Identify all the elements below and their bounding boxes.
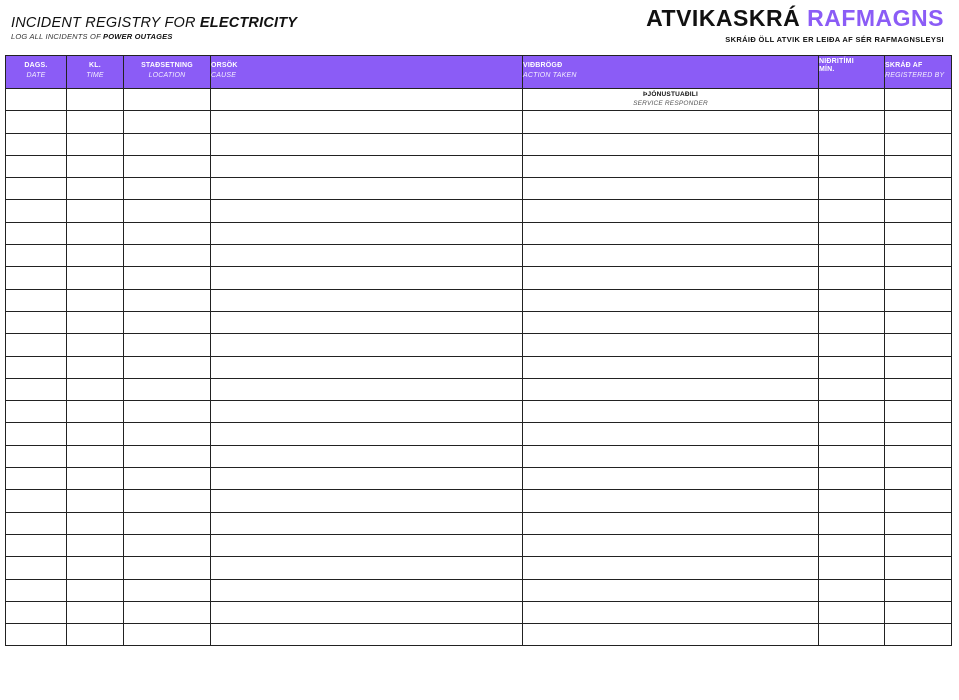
column-header-date: [6, 56, 67, 89]
english-title-prefix: INCIDENT REGISTRY FOR: [11, 15, 196, 31]
table-row: [6, 490, 952, 512]
cell-action[interactable]: [523, 133, 819, 155]
cell-time[interactable]: [67, 200, 124, 222]
cell-date[interactable]: [6, 356, 67, 378]
cell-downtime[interactable]: [819, 245, 885, 267]
cell-cause[interactable]: [211, 601, 523, 623]
cell-time[interactable]: [67, 490, 124, 512]
table-row: [6, 200, 952, 222]
cell-location[interactable]: [124, 267, 211, 289]
column-header-sublabel: DATE: [26, 72, 46, 79]
cell-date[interactable]: [6, 557, 67, 579]
cell-registered-by[interactable]: [885, 624, 952, 646]
cell-registered-by[interactable]: [885, 356, 952, 378]
cell-registered-by[interactable]: [885, 267, 952, 289]
cell-downtime[interactable]: [819, 423, 885, 445]
cell-action[interactable]: [523, 512, 819, 534]
cell-downtime[interactable]: [819, 289, 885, 311]
cell-cause[interactable]: [211, 289, 523, 311]
column-header-sublabel: LOCATION: [148, 72, 186, 79]
table-row: [6, 356, 952, 378]
cell-location[interactable]: [124, 445, 211, 467]
cell-time[interactable]: [67, 579, 124, 601]
cell-date[interactable]: [6, 624, 67, 646]
table-header-row: [6, 56, 952, 89]
cell-registered-by[interactable]: [885, 222, 952, 244]
cell-cause[interactable]: [211, 178, 523, 200]
cell-downtime[interactable]: [819, 490, 885, 512]
table-body: [6, 89, 952, 646]
service-responder-sublabel: SERVICE RESPONDER: [633, 100, 708, 107]
header-right: [646, 5, 944, 44]
cell-action[interactable]: [523, 624, 819, 646]
cell-location[interactable]: [124, 111, 211, 133]
cell-downtime[interactable]: [819, 624, 885, 646]
cell-action[interactable]: [523, 89, 819, 111]
cell-registered-by[interactable]: [885, 311, 952, 333]
cell-time[interactable]: [67, 289, 124, 311]
english-title: [11, 15, 297, 31]
cell-action[interactable]: [523, 245, 819, 267]
cell-location[interactable]: [124, 133, 211, 155]
cell-location[interactable]: [124, 601, 211, 623]
service-responder-label: ÞJÓNUSTUAÐILI: [643, 91, 698, 98]
cell-registered-by[interactable]: [885, 89, 952, 111]
column-header-location: [124, 56, 211, 89]
cell-downtime[interactable]: [819, 267, 885, 289]
cell-action[interactable]: [523, 334, 819, 356]
cell-location[interactable]: [124, 579, 211, 601]
icelandic-subtitle: SKRÁIÐ ÖLL ATVIK ER LEIÐA AF SÉR RAFMAGNSLEYSI: [725, 35, 944, 44]
table-row: [6, 334, 952, 356]
english-subtitle-bold: POWER OUTAGES: [103, 32, 173, 41]
cell-time[interactable]: [67, 245, 124, 267]
table-row: [6, 245, 952, 267]
cell-cause[interactable]: [211, 468, 523, 490]
cell-date[interactable]: [6, 111, 67, 133]
cell-cause[interactable]: [211, 245, 523, 267]
cell-registered-by[interactable]: [885, 289, 952, 311]
column-header-label: SKRÁÐ AF: [885, 62, 923, 69]
cell-registered-by[interactable]: [885, 133, 952, 155]
english-title-bold: ELECTRICITY: [199, 15, 298, 31]
cell-location[interactable]: [124, 490, 211, 512]
cell-registered-by[interactable]: [885, 445, 952, 467]
cell-registered-by[interactable]: [885, 490, 952, 512]
cell-time[interactable]: [67, 89, 124, 111]
cell-location[interactable]: [124, 311, 211, 333]
cell-location[interactable]: [124, 423, 211, 445]
column-header-label: STAÐSETNING: [141, 62, 193, 69]
cell-location[interactable]: [124, 155, 211, 177]
cell-location[interactable]: [124, 222, 211, 244]
english-subtitle-prefix: LOG ALL INCIDENTS OF: [11, 32, 101, 41]
cell-cause[interactable]: [211, 222, 523, 244]
cell-location[interactable]: [124, 378, 211, 400]
cell-time[interactable]: [67, 267, 124, 289]
cell-date[interactable]: [6, 601, 67, 623]
icelandic-title-main: ATVIKASKRÁ: [646, 5, 801, 31]
cell-cause[interactable]: [211, 624, 523, 646]
cell-action[interactable]: [523, 356, 819, 378]
column-header-action: [523, 56, 819, 89]
table-row: [6, 289, 952, 311]
cell-date[interactable]: [6, 89, 67, 111]
cell-location[interactable]: [124, 468, 211, 490]
cell-time[interactable]: [67, 311, 124, 333]
cell-downtime[interactable]: [819, 378, 885, 400]
cell-registered-by[interactable]: [885, 178, 952, 200]
cell-date[interactable]: [6, 423, 67, 445]
cell-date[interactable]: [6, 468, 67, 490]
table-row: [6, 155, 952, 177]
cell-downtime[interactable]: [819, 401, 885, 423]
cell-date[interactable]: [6, 200, 67, 222]
cell-registered-by[interactable]: [885, 334, 952, 356]
cell-downtime[interactable]: [819, 311, 885, 333]
cell-registered-by[interactable]: [885, 423, 952, 445]
cell-date[interactable]: [6, 178, 67, 200]
cell-location[interactable]: [124, 89, 211, 111]
cell-date[interactable]: [6, 378, 67, 400]
table-row: [6, 557, 952, 579]
cell-registered-by[interactable]: [885, 512, 952, 534]
column-header-sublabel: TIME: [86, 72, 104, 79]
cell-location[interactable]: [124, 178, 211, 200]
cell-date[interactable]: [6, 267, 67, 289]
cell-registered-by[interactable]: [885, 534, 952, 556]
cell-registered-by[interactable]: [885, 579, 952, 601]
cell-action[interactable]: [523, 311, 819, 333]
cell-location[interactable]: [124, 624, 211, 646]
cell-action[interactable]: [523, 557, 819, 579]
incident-table: [5, 55, 952, 646]
cell-date[interactable]: [6, 445, 67, 467]
cell-downtime[interactable]: [819, 89, 885, 111]
cell-registered-by[interactable]: [885, 378, 952, 400]
cell-time[interactable]: [67, 512, 124, 534]
table-row: [6, 401, 952, 423]
cell-time[interactable]: [67, 222, 124, 244]
cell-registered-by[interactable]: [885, 468, 952, 490]
cell-time[interactable]: [67, 111, 124, 133]
cell-action[interactable]: [523, 378, 819, 400]
table-row: [6, 534, 952, 556]
table-row: [6, 512, 952, 534]
cell-date[interactable]: [6, 289, 67, 311]
cell-location[interactable]: [124, 557, 211, 579]
cell-location[interactable]: [124, 245, 211, 267]
cell-time[interactable]: [67, 378, 124, 400]
cell-cause[interactable]: [211, 155, 523, 177]
cell-time[interactable]: [67, 155, 124, 177]
cell-time[interactable]: [67, 468, 124, 490]
cell-downtime[interactable]: [819, 579, 885, 601]
cell-cause[interactable]: [211, 89, 523, 111]
cell-registered-by[interactable]: [885, 155, 952, 177]
cell-cause[interactable]: [211, 378, 523, 400]
cell-action[interactable]: [523, 579, 819, 601]
cell-action[interactable]: [523, 490, 819, 512]
cell-time[interactable]: [67, 423, 124, 445]
cell-location[interactable]: [124, 512, 211, 534]
column-header-downtime: [819, 56, 885, 89]
cell-action[interactable]: [523, 601, 819, 623]
cell-downtime[interactable]: [819, 200, 885, 222]
cell-time[interactable]: [67, 334, 124, 356]
column-header-time: [67, 56, 124, 89]
cell-cause[interactable]: [211, 267, 523, 289]
table-row: [6, 445, 952, 467]
cell-date[interactable]: [6, 222, 67, 244]
cell-date[interactable]: [6, 579, 67, 601]
cell-cause[interactable]: [211, 334, 523, 356]
cell-action[interactable]: [523, 200, 819, 222]
cell-registered-by[interactable]: [885, 111, 952, 133]
table-row: [6, 468, 952, 490]
cell-time[interactable]: [67, 534, 124, 556]
cell-cause[interactable]: [211, 423, 523, 445]
cell-action[interactable]: [523, 423, 819, 445]
table-row: [6, 133, 952, 155]
cell-action[interactable]: [523, 155, 819, 177]
icelandic-title: [646, 5, 944, 31]
cell-location[interactable]: [124, 200, 211, 222]
cell-downtime[interactable]: [819, 468, 885, 490]
column-header-sublabel: ACTION TAKEN: [523, 72, 577, 79]
table-row: [6, 267, 952, 289]
cell-registered-by[interactable]: [885, 557, 952, 579]
cell-action[interactable]: [523, 401, 819, 423]
cell-downtime[interactable]: [819, 445, 885, 467]
cell-time[interactable]: [67, 624, 124, 646]
column-header-sublabel: REGISTERED BY: [885, 72, 945, 79]
column-header-label: DAGS.: [24, 62, 48, 69]
column-header-label: KL.: [89, 62, 101, 69]
cell-date[interactable]: [6, 512, 67, 534]
cell-time[interactable]: [67, 356, 124, 378]
cell-date[interactable]: [6, 311, 67, 333]
table-row: [6, 311, 952, 333]
cell-registered-by[interactable]: [885, 401, 952, 423]
cell-action[interactable]: [523, 267, 819, 289]
cell-cause[interactable]: [211, 111, 523, 133]
cell-date[interactable]: [6, 401, 67, 423]
cell-time[interactable]: [67, 401, 124, 423]
cell-date[interactable]: [6, 155, 67, 177]
cell-time[interactable]: [67, 133, 124, 155]
english-subtitle: [11, 32, 297, 41]
cell-downtime[interactable]: [819, 356, 885, 378]
table-row: [6, 378, 952, 400]
cell-date[interactable]: [6, 245, 67, 267]
cell-location[interactable]: [124, 534, 211, 556]
cell-date[interactable]: [6, 334, 67, 356]
cell-cause[interactable]: [211, 356, 523, 378]
cell-location[interactable]: [124, 334, 211, 356]
cell-date[interactable]: [6, 534, 67, 556]
table-row: [6, 89, 952, 111]
cell-action[interactable]: [523, 111, 819, 133]
cell-cause[interactable]: [211, 311, 523, 333]
table-row: [6, 579, 952, 601]
table-row: [6, 624, 952, 646]
cell-time[interactable]: [67, 601, 124, 623]
cell-cause[interactable]: [211, 512, 523, 534]
cell-location[interactable]: [124, 401, 211, 423]
cell-registered-by[interactable]: [885, 601, 952, 623]
column-header-cause: [211, 56, 523, 89]
table-row: [6, 423, 952, 445]
cell-date[interactable]: [6, 490, 67, 512]
cell-location[interactable]: [124, 356, 211, 378]
cell-time[interactable]: [67, 557, 124, 579]
column-header-registered-by: [885, 56, 952, 89]
table-row: [6, 111, 952, 133]
cell-registered-by[interactable]: [885, 200, 952, 222]
cell-location[interactable]: [124, 289, 211, 311]
cell-action[interactable]: [523, 445, 819, 467]
cell-cause[interactable]: [211, 557, 523, 579]
cell-downtime[interactable]: [819, 534, 885, 556]
column-header-label: NIÐRITÍMI MÍN.: [819, 58, 854, 73]
cell-downtime[interactable]: [819, 601, 885, 623]
cell-registered-by[interactable]: [885, 245, 952, 267]
cell-downtime[interactable]: [819, 155, 885, 177]
cell-cause[interactable]: [211, 200, 523, 222]
header-left: [11, 15, 297, 41]
cell-date[interactable]: [6, 133, 67, 155]
cell-action[interactable]: [523, 178, 819, 200]
cell-downtime[interactable]: [819, 222, 885, 244]
cell-downtime[interactable]: [819, 178, 885, 200]
icelandic-title-accent: RAFMAGNS: [807, 5, 944, 31]
cell-action[interactable]: [523, 468, 819, 490]
cell-action[interactable]: [523, 534, 819, 556]
table-row: [6, 178, 952, 200]
cell-cause[interactable]: [211, 579, 523, 601]
table-row: [6, 601, 952, 623]
cell-downtime[interactable]: [819, 111, 885, 133]
cell-downtime[interactable]: [819, 557, 885, 579]
cell-cause[interactable]: [211, 133, 523, 155]
cell-time[interactable]: [67, 445, 124, 467]
column-header-sublabel: CAUSE: [211, 72, 237, 79]
column-header-label: VIÐBRÖGÐ: [523, 62, 563, 69]
cell-downtime[interactable]: [819, 334, 885, 356]
cell-action[interactable]: [523, 289, 819, 311]
cell-cause[interactable]: [211, 490, 523, 512]
table-row: [6, 222, 952, 244]
cell-cause[interactable]: [211, 534, 523, 556]
cell-cause[interactable]: [211, 401, 523, 423]
cell-action[interactable]: [523, 222, 819, 244]
cell-cause[interactable]: [211, 445, 523, 467]
cell-time[interactable]: [67, 178, 124, 200]
cell-downtime[interactable]: [819, 512, 885, 534]
column-header-label: ORSÖK: [211, 62, 238, 69]
cell-downtime[interactable]: [819, 133, 885, 155]
